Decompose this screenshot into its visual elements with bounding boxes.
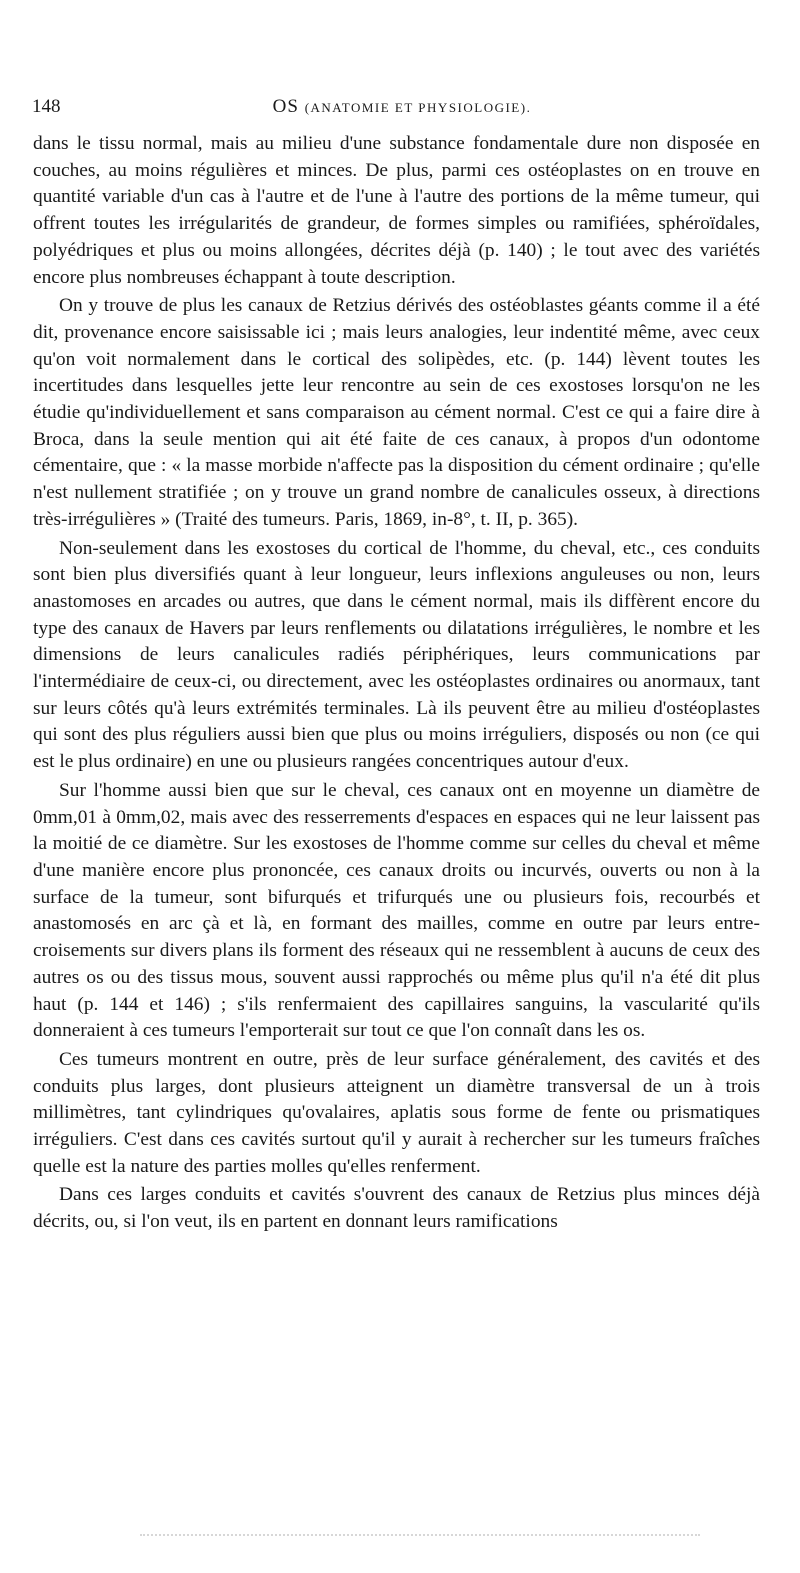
paragraph: Ces tumeurs montrent en outre, près de leur surface généralement, des cavités et des conduits plus larges, dont plusieurs atteignent un diamètre transversal de un à trois millimètres, tant cylindriques qu'ovalaires, aplatis sous forme de fente ou prismatiques irréguliers. C'est dans ces cavités surtout qu'il y aurait à rechercher sur les tumeurs fraîches quelle est la nature des parties molles qu'elles renferment. — [33, 1048, 760, 1177]
print-artifacts — [140, 1534, 700, 1540]
body-text — [33, 131, 760, 1236]
paragraph: dans le tissu normal, mais au milieu d'une substance fondamentale dure non disposée en couches, au moins régulières et minces. De plus, parmi ces ostéoplastes on en trouve en quantité variable d'un cas à l'autre et de l'une à l'autre des portions de la même tumeur, qui offrent toutes les irrégularités de grandeur, de formes simples ou ramifiées, sphéroïdales, polyédriques et plus ou moins allongées, décrites déjà (p. 140) ; le tout avec des variétés encore plus nombreuses échappant à toute description. — [33, 133, 760, 288]
header-title-sub: (ANATOMIE ET PHYSIOLOGIE). — [304, 100, 532, 115]
paragraph: Sur l'homme aussi bien que sur le cheval, ces canaux ont en moyenne un diamètre de 0mm,01 à 0mm,02, mais avec des resserrements d'espaces en espaces qui ne leur laissent pas la moitié de ce diamètre. Sur les exostoses de l'homme comme sur celles du cheval et même d'une manière encore plus prononcée, ces canaux droits ou incurvés, ouverts ou non à la surface de la tumeur, sont bifurqués et trifurqués une ou plusieurs fois, recourbés et anastomosés en arc çà et là, en formant des mailles, comme en outre par leurs entre-croisements sur divers plans ils forment des réseaux qui ne ressemblent à aucuns de ceux des autres os ou des tissus mous, souvent aussi rapprochés ou même plus qu'il n'a été dit plus haut (p. 144 et 146) ; s'ils renfermaient des capillaires sanguins, la vascularité qu'ils donneraient à ces tumeurs l'emporterait sur tout ce que l'on connaît dans les os. — [33, 779, 760, 1042]
running-head — [32, 96, 772, 126]
paragraph: Non-seulement dans les exostoses du cortical de l'homme, du cheval, etc., ces conduits sont bien plus diversifiés quant à leur longueur, leurs inflexions anguleuses ou non, leurs anastomoses en arcades ou autres, que dans le cément normal, mais ils diffèrent encore du type des canaux de Havers par leurs renflements ou dilatations irrégulières, le nombre et les dimensions de leurs canalicules radiés périphériques, leurs communications par l'intermédiaire de ceux-ci, ou directement, avec les ostéoplastes ordinaires ou anormaux, tant sur leurs côtés qu'à leurs extrémités terminales. Là ils peuvent être au milieu d'ostéoplastes qui sont des plus réguliers aussi bien que plus ou moins irréguliers, disposés ou non (ce qui est le plus ordinaire) en une ou plusieurs rangées concentriques autour d'eux. — [33, 537, 760, 773]
header-title-main: OS — [272, 96, 299, 117]
paragraph: Dans ces larges conduits et cavités s'ouvrent des canaux de Retzius plus minces déjà décrits, ou, si l'on veut, ils en partent en donnant leurs ramifications — [33, 1184, 760, 1233]
paragraph: On y trouve de plus les canaux de Retzius dérivés des ostéoblastes géants comme il a été dit, provenance encore saisissable ici ; mais leurs analogies, leur indentité même, avec ceux qu'on voit normalement dans le cortical des solipèdes, etc. (p. 144) lèvent toutes les incertitudes dans lesquelles jette leur rencontre au sein de ces exostoses lorsqu'on ne les étudie qu'individuellement et sans comparaison au cément normal. C'est ce qui a faire dire à Broca, dans la seule mention qui ait été faite de ces canaux, à propos d'un odontome cémentaire, que : « la masse morbide n'affecte pas la disposition du cément ordinaire ; qu'elle n'est nullement stratifiée ; on y trouve un grand nombre de canalicules osseux, à directions très-irrégulières » (Traité des tumeurs. Paris, 1869, in-8°, t. II, p. 365). — [33, 295, 760, 530]
header-title — [32, 96, 772, 118]
page-number: 148 — [32, 96, 61, 117]
